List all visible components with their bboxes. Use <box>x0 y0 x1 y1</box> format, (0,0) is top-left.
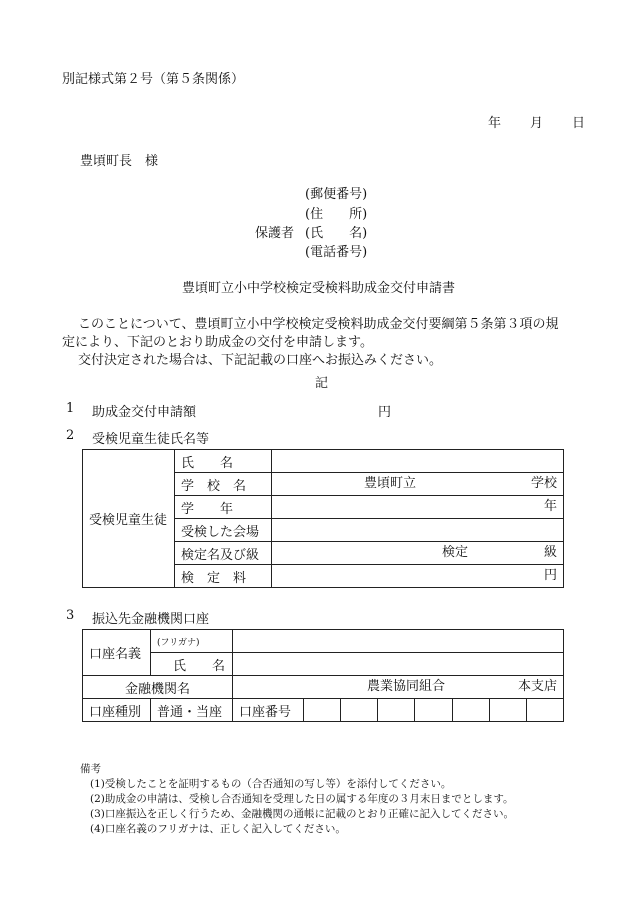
item1-number: 1 <box>66 401 75 416</box>
holder-name-field[interactable] <box>233 653 564 676</box>
item2-number: 2 <box>66 428 75 443</box>
branch-label: 本支店 <box>517 679 557 694</box>
name-label: (氏 名) <box>305 226 368 241</box>
account-type-value[interactable]: 普通・当座 <box>151 699 233 722</box>
account-digit-4[interactable] <box>415 699 452 722</box>
grade-label: 学 年 <box>175 496 272 519</box>
item1-unit: 円 <box>378 405 392 420</box>
venue-label: 受検した会場 <box>175 519 272 542</box>
body-line-2: 定により、下記のとおり助成金の交付を申請します。 <box>62 335 373 350</box>
account-digit-7[interactable] <box>526 699 563 722</box>
furigana-label: (フリガナ) <box>151 630 233 653</box>
grade-field[interactable] <box>272 496 564 519</box>
exam-field[interactable] <box>272 542 564 565</box>
item2-label: 受検児童生徒氏名等 <box>92 432 210 447</box>
fee-suffix: 円 <box>543 568 557 583</box>
venue-field[interactable] <box>272 519 564 542</box>
school-suffix: 学校 <box>530 476 557 491</box>
document-title: 豊頃町立小中学校検定受検料助成金交付申請書 <box>182 281 456 296</box>
student-group-label: 受検児童生徒 <box>83 450 175 588</box>
school-prefix: 豊頃町立 <box>364 476 417 491</box>
account-digit-5[interactable] <box>452 699 489 722</box>
body-line-1: このことについて、豊頃町立小中学校検定受検料助成金交付要綱第５条第３項の規 <box>78 317 559 332</box>
account-digit-6[interactable] <box>489 699 526 722</box>
bank-table <box>82 629 564 722</box>
date-month: 月 <box>530 116 544 131</box>
grade-suffix: 年 <box>543 499 557 514</box>
account-type-label: 口座種別 <box>83 699 151 722</box>
date-year: 年 <box>488 116 502 131</box>
item3-number: 3 <box>66 608 75 623</box>
exam-mid: 検定 <box>442 545 469 560</box>
school-name-label: 学 校 名 <box>175 473 272 496</box>
body-line-3: 交付決定された場合は、下記記載の口座へお振込みください。 <box>78 353 443 368</box>
date-day: 日 <box>572 116 586 131</box>
phone-label: (電話番号) <box>305 245 368 260</box>
postal-label: (郵便番号) <box>305 187 368 202</box>
item3-label: 振込先金融機関口座 <box>92 612 210 627</box>
student-name-field[interactable] <box>272 450 564 473</box>
school-name-field[interactable] <box>272 473 564 496</box>
exam-suffix: 級 <box>543 545 557 560</box>
address-label: (住 所) <box>305 207 368 222</box>
furigana-field[interactable] <box>233 630 564 653</box>
holder-name-label: 氏 名 <box>151 653 233 676</box>
form-number: 別記様式第２号（第５条関係） <box>62 72 245 87</box>
ki-heading: 記 <box>315 376 329 391</box>
holder-label: 口座名義 <box>83 630 151 676</box>
account-digit-3[interactable] <box>378 699 415 722</box>
note-item-3: (3)口座振込を正しく行うため、金融機関の通帳に記載のとおり正確に記入してください。 <box>90 808 514 820</box>
notes-section <box>80 762 514 837</box>
notes-title: 備考 <box>80 763 101 775</box>
note-item-1: (1)受検したことを証明するもの（合否通知の写し等）を添付してください。 <box>90 778 452 790</box>
account-digit-1[interactable] <box>304 699 341 722</box>
bank-type: 農業協同組合 <box>367 679 446 694</box>
account-digit-2[interactable] <box>341 699 378 722</box>
item1-label: 助成金交付申請額 <box>92 405 197 420</box>
fee-label: 検 定 料 <box>175 565 272 588</box>
student-table <box>82 449 564 588</box>
account-number-label: 口座番号 <box>233 699 304 722</box>
bank-field[interactable] <box>233 676 564 699</box>
fee-field[interactable] <box>272 565 564 588</box>
exam-label: 検定名及び級 <box>175 542 272 565</box>
guardian-label: 保護者 <box>255 226 295 241</box>
bank-label: 金融機関名 <box>83 676 233 699</box>
note-item-2: (2)助成金の申請は、受検し合否通知を受理した日の属する年度の３月末日までとします。 <box>90 793 514 805</box>
note-item-4: (4)口座名義のフリガナは、正しく記入してください。 <box>90 823 346 835</box>
addressee: 豊頃町長 様 <box>80 154 159 169</box>
student-name-label: 氏 名 <box>175 450 272 473</box>
